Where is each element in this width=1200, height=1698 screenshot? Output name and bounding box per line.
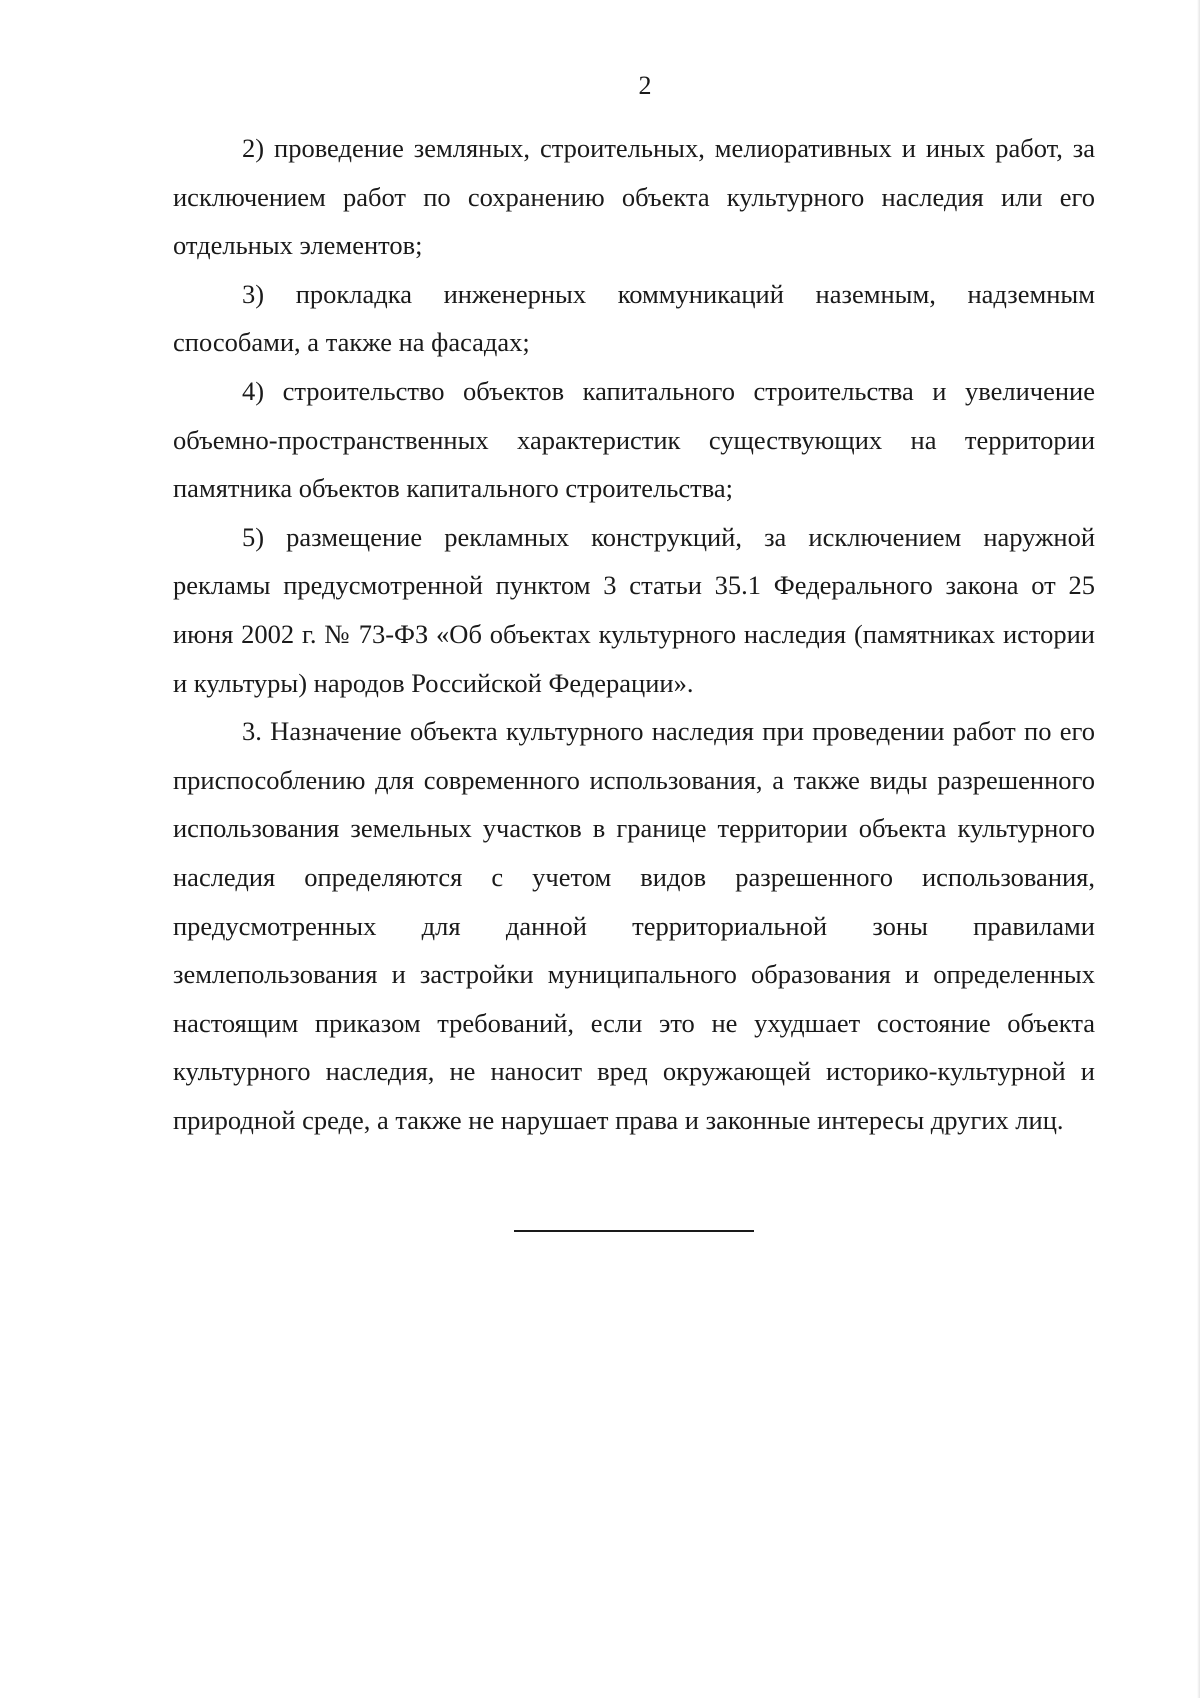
end-separator-line <box>514 1230 754 1232</box>
document-body <box>173 124 1095 1144</box>
list-item-4: 4) строительство объектов капитального строительства и увеличение объемно-пространственных характеристик существующих на территории памятника объектов капитального строительства; <box>173 375 1095 504</box>
list-item-3: 3) прокладка инженерных коммуникаций наземным, надземным способами, а также на фасадах; <box>173 278 1095 358</box>
section-3-paragraph: 3. Назначение объекта культурного наследия при проведении работ по его приспособлению для современного использования, а также виды разрешенного использования земельных участков в границе территории объекта культурного наследия определяются с учетом видов разрешенного использования, предусмотренных для данной территориальной зоны правилами землепользования и застройки муниципального образования и определенных настоящим приказом требований, если это не ухудшает состояние объекта культурного наследия, не наносит вред окружающей историко-культурной и природной среде, а также не нарушает права и законные интересы других лиц. <box>173 716 1095 1135</box>
list-item-5: 5) размещение рекламных конструкций, за исключением наружной рекламы предусмотренной пунктом 3 статьи 35.1 Федерального закона от 25 июня 2002 г. № 73-ФЗ «Об объектах культурного наследия (памятниках истории и культуры) народов Российской Федерации». <box>173 521 1095 698</box>
page-number: 2 <box>638 71 652 100</box>
list-item-2: 2) проведение земляных, строительных, мелиоративных и иных работ, за исключением работ по сохранению объекта культурного наследия или его отдельных элементов; <box>173 133 1095 261</box>
